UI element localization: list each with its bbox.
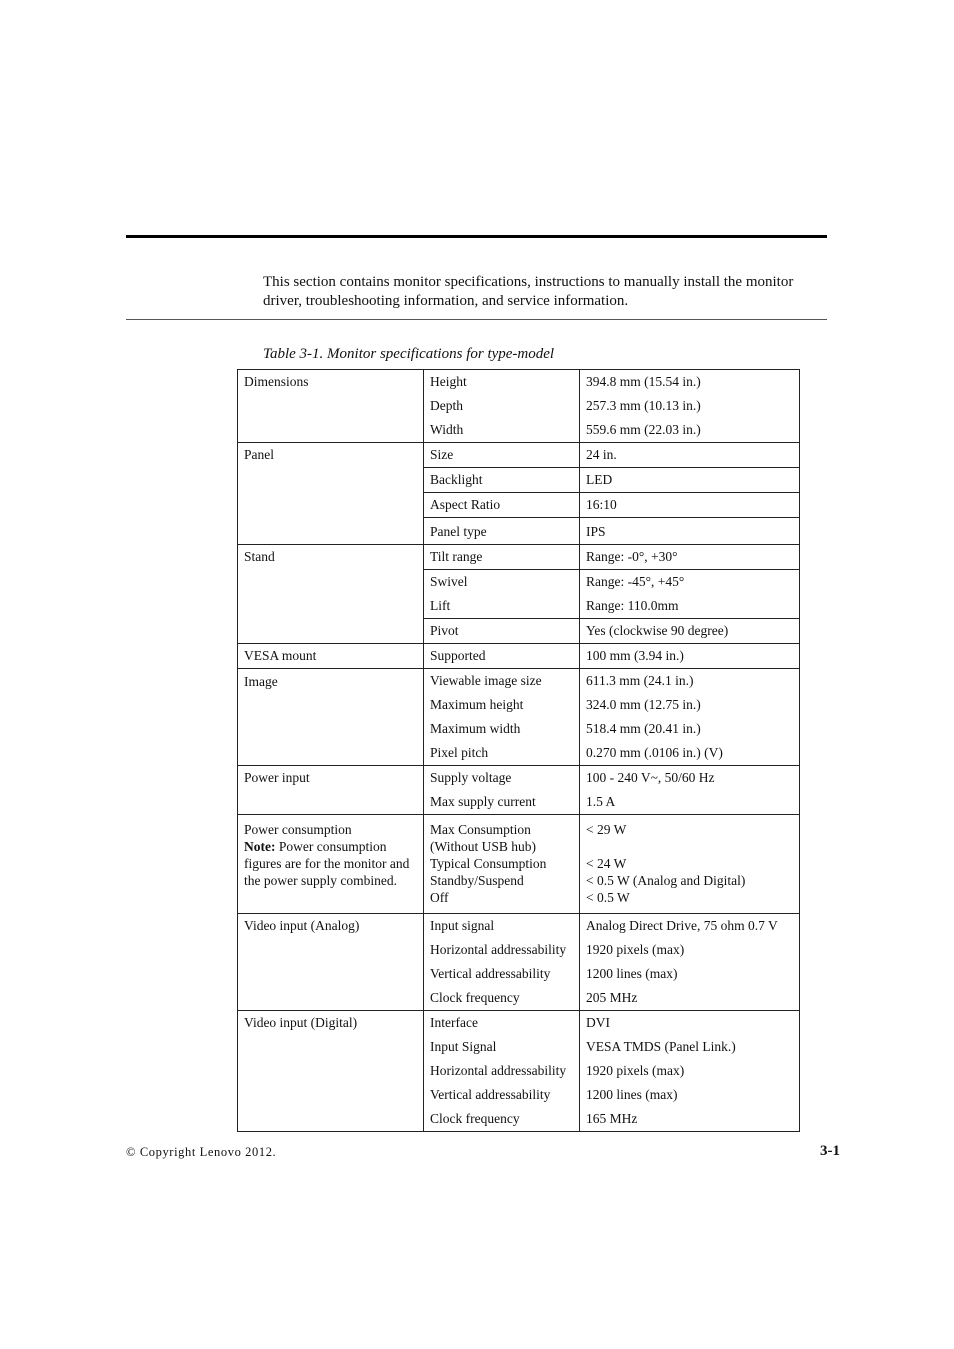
category-image: Image (238, 669, 424, 766)
category-vesa-mount: VESA mount (238, 644, 424, 669)
category-power-input: Power input (238, 766, 424, 815)
table-row (238, 443, 800, 468)
property-cell: Pivot (424, 619, 580, 644)
copyright-notice: © Copyright Lenovo 2012. (126, 1145, 277, 1159)
table-row (238, 669, 800, 766)
property-cell: Viewable image size Maximum height Maximum width Pixel pitch (424, 669, 580, 766)
property-cell: Aspect Ratio (424, 493, 580, 518)
value-cell: < 29 W < 24 W < 0.5 W (Analog and Digital) < 0.5 W (580, 815, 800, 914)
table-row (238, 545, 800, 570)
value-cell: Range: -45°, +45° Range: 110.0mm (580, 570, 800, 619)
table-row (238, 815, 800, 914)
value-cell: 611.3 mm (24.1 in.) 324.0 mm (12.75 in.) 518.4 mm (20.41 in.) 0.270 mm (.0106 in.) (V) (580, 669, 800, 766)
table-row (238, 370, 800, 443)
chapter-rule (126, 235, 827, 238)
property-cell: Swivel Lift (424, 570, 580, 619)
property-cell: Size (424, 443, 580, 468)
value-cell: 24 in. (580, 443, 800, 468)
category-video-analog: Video input (Analog) (238, 914, 424, 1011)
value-cell: 100 - 240 V~, 50/60 Hz 1.5 A (580, 766, 800, 815)
section-divider (126, 319, 827, 320)
value-cell: LED (580, 468, 800, 493)
value-cell: Range: -0°, +30° (580, 545, 800, 570)
value-cell: Analog Direct Drive, 75 ohm 0.7 V 1920 pixels (max) 1200 lines (max) 205 MHz (580, 914, 800, 1011)
property-cell: Max Consumption (Without USB hub) Typical Consumption Standby/Suspend Off (424, 815, 580, 914)
power-note: Note: Power consumption (244, 839, 387, 854)
value-cell: 100 mm (3.94 in.) (580, 644, 800, 669)
category-dimensions: Dimensions (238, 370, 424, 443)
property-cell: Tilt range (424, 545, 580, 570)
property-cell: Input signal Horizontal addressability Vertical addressability Clock frequency (424, 914, 580, 1011)
spec-table (237, 369, 800, 1132)
category-power-consumption: Power consumption Note: Power consumption figures are for the monitor and the power supply combined. (238, 815, 424, 914)
property-cell: Panel type (424, 518, 580, 545)
table-row (238, 1011, 800, 1132)
value-cell: 394.8 mm (15.54 in.) 257.3 mm (10.13 in.) 559.6 mm (22.03 in.) (580, 370, 800, 443)
property-cell: Supported (424, 644, 580, 669)
table-row (238, 644, 800, 669)
value-cell: 16:10 (580, 493, 800, 518)
property-cell: Interface Input Signal Horizontal addressability Vertical addressability Clock frequency (424, 1011, 580, 1132)
property-cell: Backlight (424, 468, 580, 493)
value-cell: IPS (580, 518, 800, 545)
table-caption: Table 3-1. Monitor specifications for type-model (263, 346, 555, 362)
property-cell: Height Depth Width (424, 370, 580, 443)
value-cell: DVI VESA TMDS (Panel Link.) 1920 pixels (max) 1200 lines (max) 165 MHz (580, 1011, 800, 1132)
page-number: 3-1 (820, 1143, 840, 1159)
property-cell: Supply voltage Max supply current (424, 766, 580, 815)
table-row (238, 914, 800, 1011)
category-panel: Panel (238, 443, 424, 545)
category-video-digital: Video input (Digital) (238, 1011, 424, 1132)
table-row (238, 766, 800, 815)
intro-paragraph: This section contains monitor specifications, instructions to manually install the monitor driver, troubleshooting information, and service information. (263, 274, 794, 309)
value-cell: Yes (clockwise 90 degree) (580, 619, 800, 644)
category-stand: Stand (238, 545, 424, 644)
